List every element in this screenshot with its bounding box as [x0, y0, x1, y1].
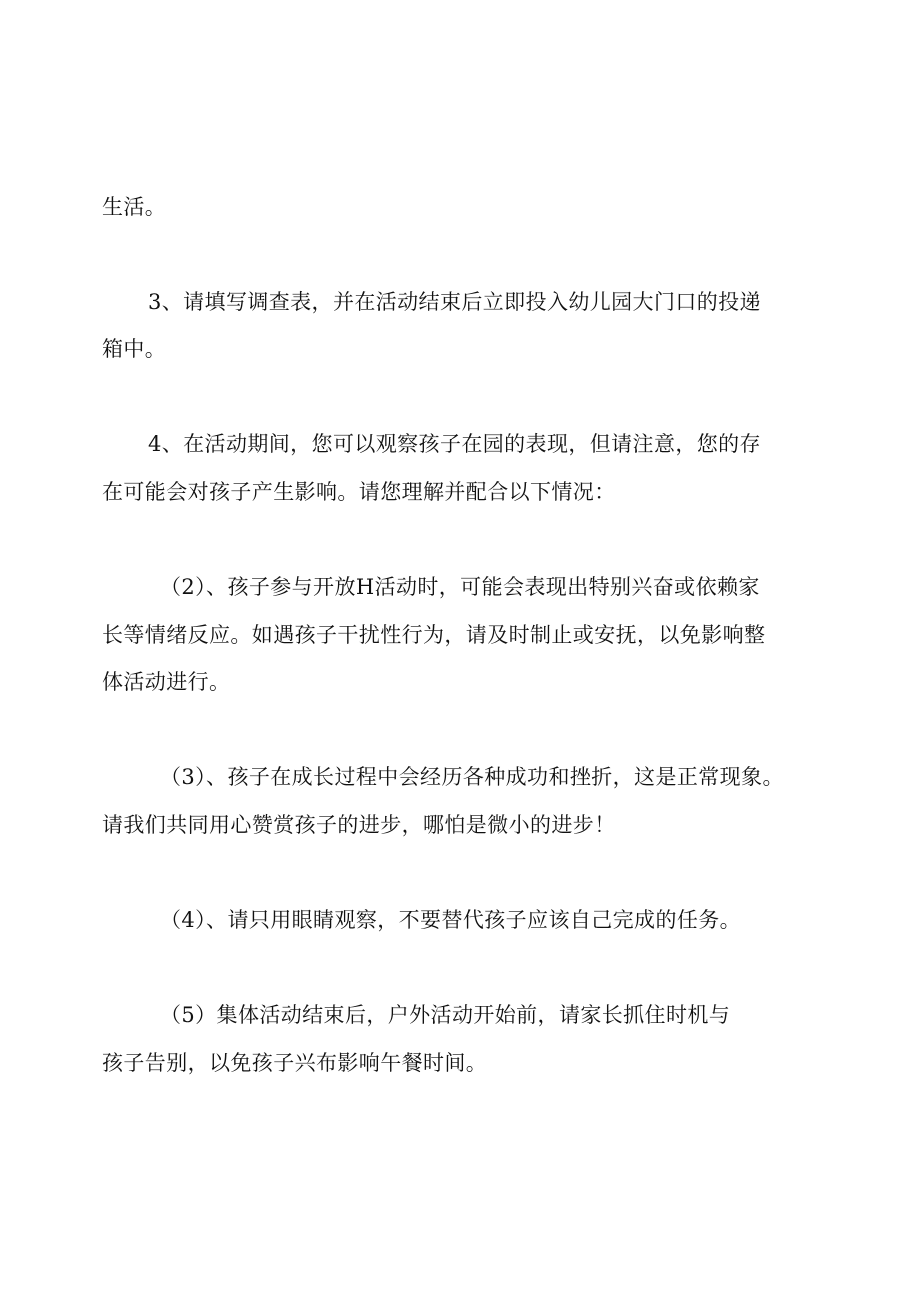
text-line: 箱中。: [102, 337, 167, 361]
text-line: （3）、孩子在成长过程中会经历各种成功和挫折，这是正常现象。: [160, 765, 784, 789]
text-line: 请我们共同用心赞赏孩子的进步，哪怕是微小的进步！: [102, 813, 616, 837]
text-line: 孩子告别，以免孩子兴布影响午餐时间。: [102, 1051, 488, 1075]
text-line: （4）、请只用眼睛观察，不要替代孩子应该自己完成的任务。: [160, 908, 742, 932]
text-line: 长等情绪反应。如遇孩子干扰性行为，请及时制止或安抚，以免影响整: [102, 623, 766, 647]
text-line: （5）集体活动结束后，户外活动开始前，请家长抓住时机与: [160, 1003, 731, 1027]
text-line: 生活。: [102, 195, 167, 219]
text-line: 3、请填写调查表，并在活动结束后立即投入幼儿园大门口的投递: [148, 290, 761, 314]
text-line: 4、在活动期间，您可以观察孩子在园的表现，但请注意，您的存: [148, 432, 761, 456]
text-line: （2）、孩子参与开放H活动时，可能会表现出特别兴奋或依赖家: [160, 575, 760, 599]
text-line: 在可能会对孩子产生影响。请您理解并配合以下情况：: [102, 480, 616, 504]
text-line: 体活动进行。: [102, 670, 231, 694]
